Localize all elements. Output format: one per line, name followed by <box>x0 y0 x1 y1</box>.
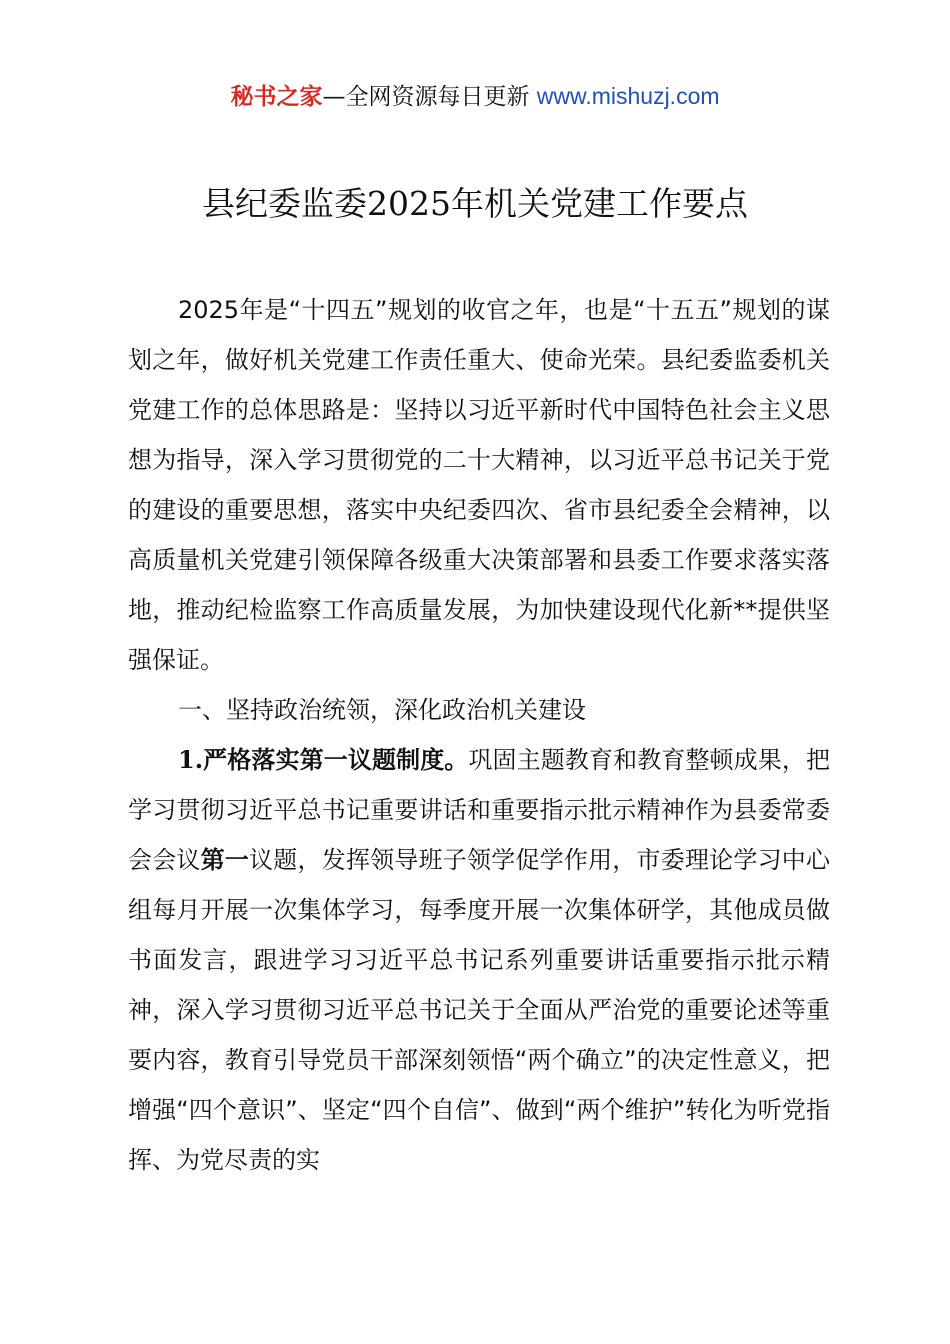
site-banner <box>0 80 950 113</box>
banner-tagline: —全网资源每日更新 <box>322 84 537 110</box>
site-url-link[interactable]: www.mishuzj.com <box>536 83 720 109</box>
section-heading: 一、坚持政治统领，深化政治机关建设 <box>178 696 586 724</box>
item-text-part-a: 巩固主题教育和教育整顿成果，把学习贯彻习近平总书记重要讲话和重要指示批示精神作为县委常委会会议 <box>128 746 831 874</box>
document-title: 县纪委监委2025年机关党建工作要点 <box>202 184 748 223</box>
brand-name: 秘书之家 <box>230 84 323 110</box>
item-paragraph <box>128 735 830 1185</box>
item-text-bold: 第一 <box>200 846 250 874</box>
intro-paragraph: 2025年是“十四五”规划的收官之年，也是“十五五”规划的谋划之年，做好机关党建工作责任重大、使命光荣。县纪委监委机关党建工作的总体思路是：坚持以习近平新时代中国特色社会主义思想为指导，深入学习贯彻党的二十大精神，以习近平总书记关于党的建设的重要思想，落实中央纪委四次、省市县纪委全会精神，以高质量机关党建引领保障各级重大决策部署和县委工作要求落实落地，推动纪检监察工作高质量发展，为加快建设现代化新**提供坚强保证。 <box>128 296 830 674</box>
item-title: 严格落实第一议题制度。 <box>203 746 469 774</box>
document-body <box>128 285 830 1185</box>
item-text-part-b: 议题，发挥领导班子领学促学作用，市委理论学习中心组每月开展一次集体学习，每季度开展一次集体研学，其他成员做书面发言，跟进学习习近平总书记系列重要讲话重要指示批示精神，深入学习贯彻习近平总书记关于全面从严治党的重要论述等重要内容，教育引导党员干部深刻领悟“两个确立”的决定性意义，把增强“四个意识”、坚定“四个自信”、做到“两个维护”转化为听党指挥、为党尽责的实 <box>128 846 831 1174</box>
item-number: 1. <box>178 745 204 774</box>
